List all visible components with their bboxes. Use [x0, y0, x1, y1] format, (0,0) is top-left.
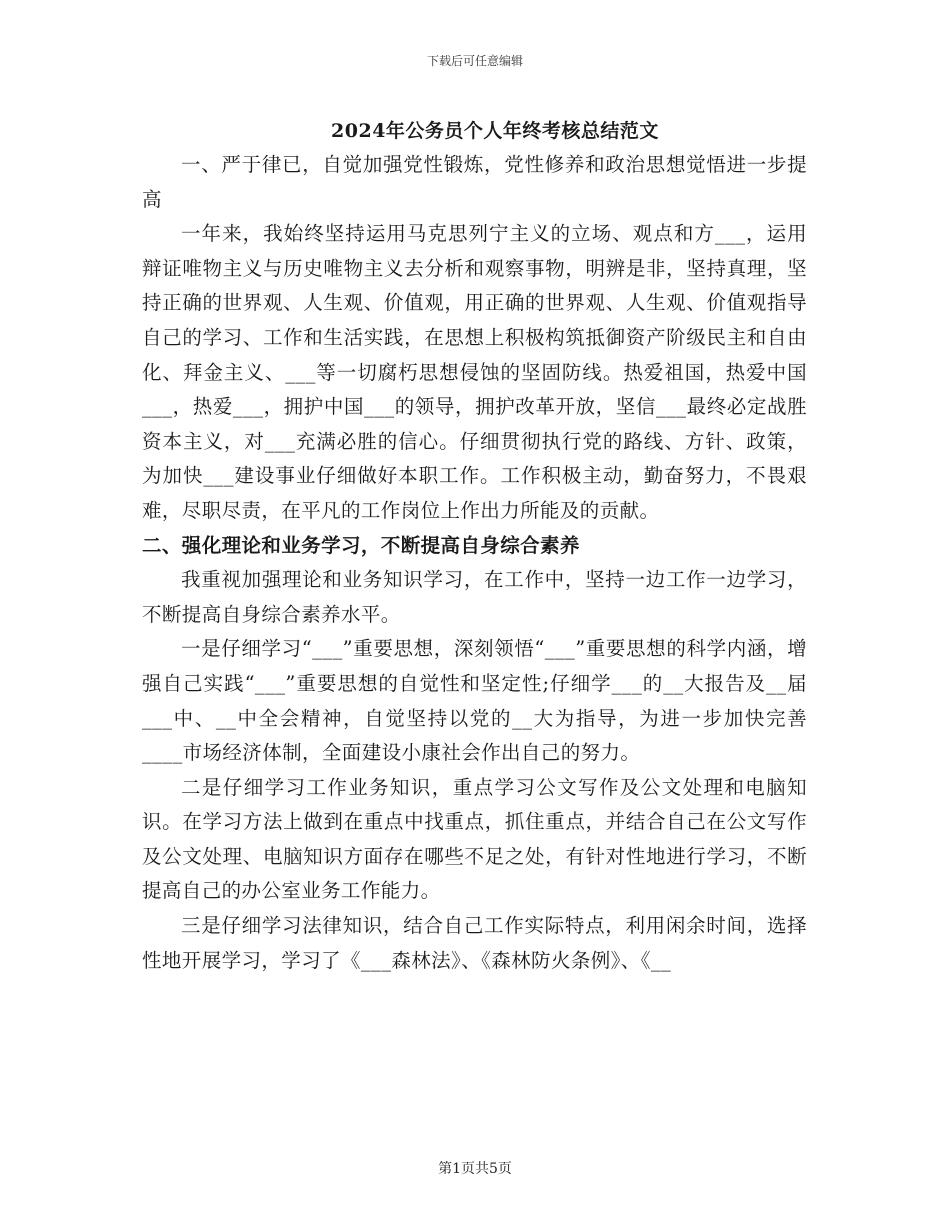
section2-paragraph-2: 一是仔细学习“___”重要思想，深刻领悟“___”重要思想的科学内涵，增强自己实践“___”重要思想的自觉性和坚定性;仔细学___的__大报告及__届___中、__中全会精神，自觉坚持以党的__大为指导，为进一步加快完善____市场经济体制，全面建设小康社会作出自己的努力。	[142, 637, 807, 765]
section1-paragraph-1: 一年来，我始终坚持运用马克思列宁主义的立场、观点和方___，运用辩证唯物主义与历史唯物主义去分析和观察事物，明辨是非，坚持真理，坚持正确的世界观、人生观、价值观，用正确的世界观、人生观、价值观指导自己的学习、工作和生活实践，在思想上积极构筑抵御资产阶级民主和自由化、拜金主义、___等一切腐朽思想侵蚀的坚固防线。热爱祖国，热爱中国___，热爱___，拥护中国___的领导，拥护改革开放，坚信___最终必定战胜资本主义，对___充满必胜的信心。仔细贯彻执行党的路线、方针、政策，为加快___建设事业仔细做好本职工作。工作积极主动，勤奋努力，不畏艰难，尽职尽责，在平凡的工作岗位上作出力所能及的贡献。	[142, 222, 807, 522]
document-body	[142, 148, 807, 978]
section2-heading: 二、强化理论和业务学习，不断提高自身综合素养	[142, 533, 580, 557]
section2-paragraph-4: 三是仔细学习法律知识，结合自己工作实际特点，利用闲余时间，选择性地开展学习，学习了《___森林法》、《森林防火条例》、《__	[142, 914, 807, 972]
document-title: 2024年公务员个人年终考核总结范文	[331, 120, 659, 142]
header-note: 下载后可任意编辑	[426, 54, 523, 68]
section2-paragraph-1: 我重视加强理论和业务知识学习，在工作中，坚持一边工作一边学习，不断提高自身综合素养水平。	[142, 568, 807, 626]
section1-heading: 一、严于律已，自觉加强党性锻炼，党性修养和政治思想觉悟进一步提高	[142, 153, 807, 211]
section2-paragraph-3: 二是仔细学习工作业务知识，重点学习公文写作及公文处理和电脑知识。在学习方法上做到在重点中找重点，抓住重点，并结合自己在公文写作及公文处理、电脑知识方面存在哪些不足之处，有针对性地进行学习，不断提高自己的办公室业务工作能力。	[142, 775, 807, 903]
page-number: 第1页共5页	[438, 1161, 512, 1177]
